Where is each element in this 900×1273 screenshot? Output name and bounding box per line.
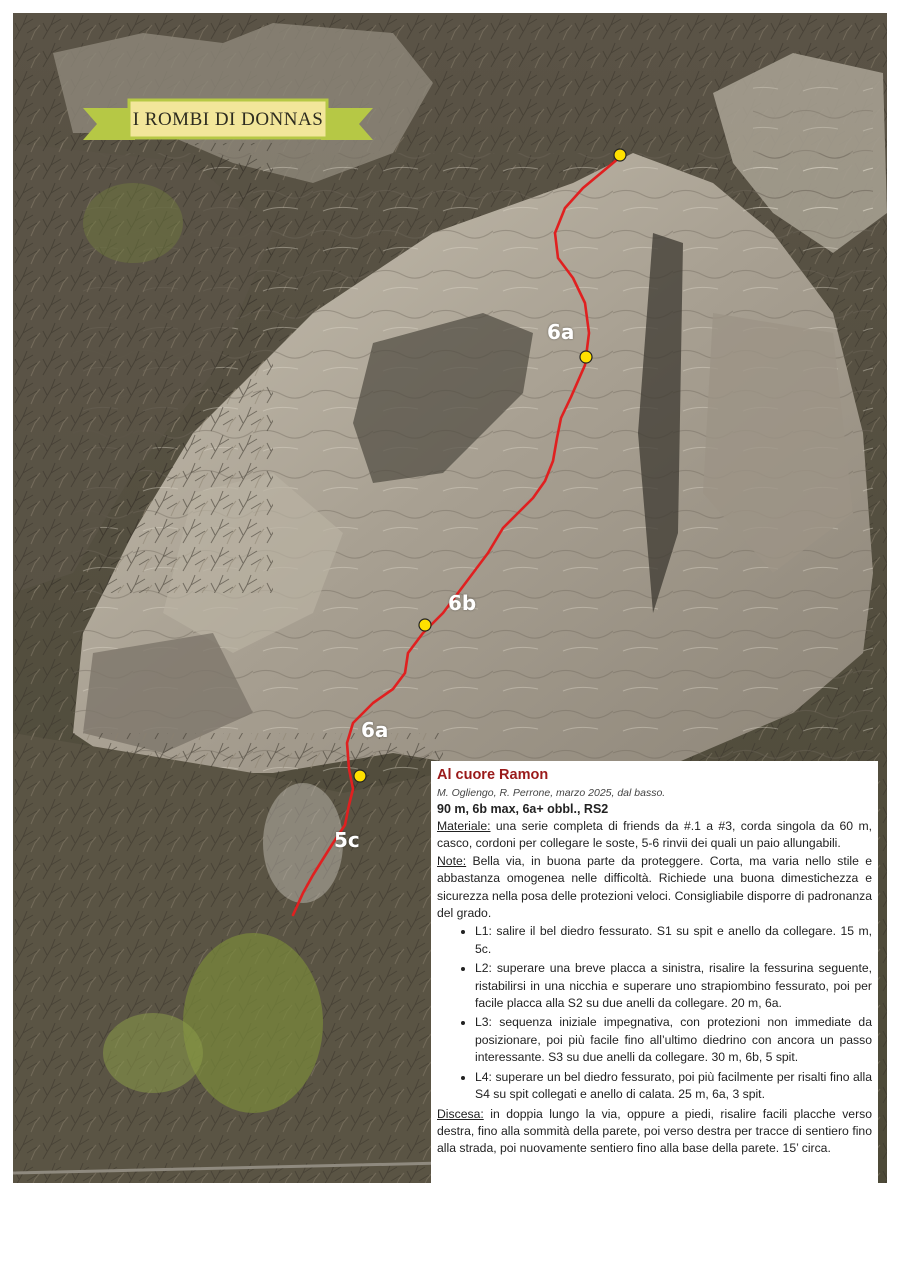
route-authors: M. Ogliengo, R. Perrone, marzo 2025, dal basso.	[437, 787, 666, 799]
belay-s3	[580, 351, 592, 363]
pitch-item: • L1: salire il bel diedro fessurato. S1 su spit e anello da collegare. 15 m, 5c.	[475, 923, 872, 958]
belay-s1	[354, 770, 366, 782]
pitch-item: • L2: superare una breve placca a sinistra, risalire la fessurina seguente, ristabilirsi in una nicchia e superare uno strapiombino fessurato, poi per facile placca alla S2 su due anelli da collegare. 20 m, 6a.	[475, 960, 872, 1012]
note-text: Bella via, in buona parte da proteggere. Corta, ma varia nello stile e abbastanza omogenea nelle difficoltà. Richiede una buona dimestichezza e sicurezza nella posa delle protezioni veloci. Consigliabile disporre di padronanza del grado.	[437, 853, 872, 921]
material-label: Materiale:	[437, 819, 491, 833]
route-info-panel	[431, 761, 878, 1183]
pitch-item: • L3: sequenza iniziale impegnativa, con protezioni non immediate da posizionare, poi più facile fino all’ultimo diedrino con ancora un passo interessante. S3 su due anelli da collegare. 30 m, 6b, 5 spit.	[475, 1014, 872, 1066]
pitch-grade-l2: 6a	[361, 718, 389, 742]
note-label: Note:	[437, 853, 467, 868]
pitch-item: • L4: superare un bel diedro fessurato, poi più facilmente per risalti fino alla S4 su spit collegati e anello di calata. 25 m, 6a, 3 spit.	[475, 1069, 872, 1104]
material-paragraph	[437, 818, 872, 853]
pitch-list	[437, 923, 872, 1103]
belay-s4	[614, 149, 626, 161]
descent-text: in doppia lungo la via, oppure a piedi, risalire facili placche verso destra, fino alla sommità della parete, poi verso destra per tracce di sentiero fino alla strada, poi nuovamente sentiero fino alla base della parete. 15’ circa.	[437, 1106, 872, 1156]
pitch-grade-l1: 5c	[334, 828, 360, 852]
banner-title: I ROMBI DI DONNAS	[132, 109, 324, 130]
route-summary: 90 m, 6b max, 6a+ obbl., RS2	[437, 802, 609, 816]
descent-label: Discesa:	[437, 1106, 484, 1121]
material-text: una serie completa di friends da #.1 a #3, corda singola da 60 m, casco, cordoni per collegare le soste, 5-6 rinvii dei quali un paio allungabili.	[437, 819, 872, 851]
pitch-grade-l3: 6b	[448, 591, 477, 615]
note-paragraph	[437, 853, 872, 923]
pitch-grade-l4: 6a	[547, 320, 575, 344]
belay-s2	[419, 619, 431, 631]
descent-paragraph	[437, 1106, 872, 1158]
route-name: Al cuore Ramon	[437, 767, 549, 783]
